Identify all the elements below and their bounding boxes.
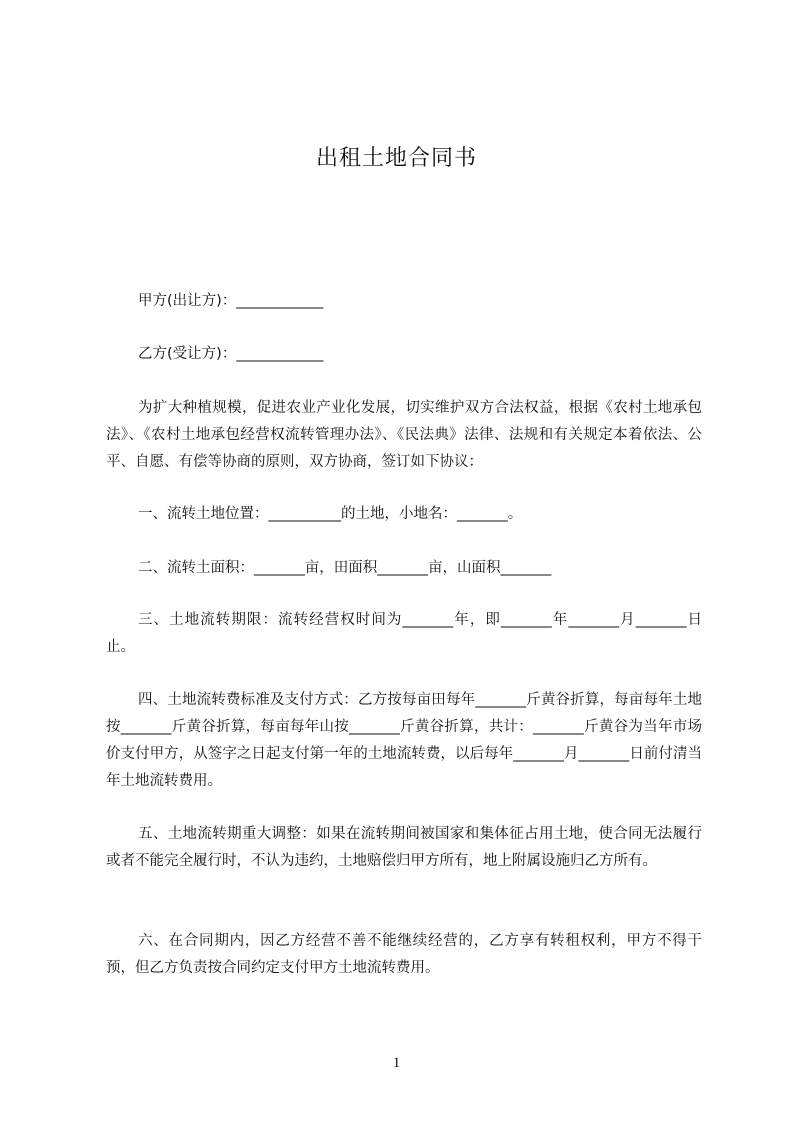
party-b-line: 乙方(受让方)：____________: [138, 346, 324, 362]
clause-3-term: 三、土地流转期限：流转经营权时间为_______年，即_______年_______月_______日止。: [106, 612, 702, 655]
clause-1-location: 一、流转土地位置：__________的土地，小地名：_______。: [138, 506, 523, 522]
preamble-paragraph: 为扩大种植规模，促进农业产业化发展，切实维护双方合法权益，根据《农村土地承包法》、《农村土地承包经营权流转管理办法》、《民法典》法律、法规和有关规定本着依法、公平、自愿、有偿等协商的原则，双方协商，签订如下协议：: [106, 400, 702, 470]
page-number: 1: [392, 1055, 401, 1071]
party-a-line: 甲方(出让方)：____________: [138, 293, 324, 309]
clause-5-adjustment: 五、土地流转期重大调整：如果在流转期间被国家和集体征占用土地，使合同无法履行或者不能完全履行时，不认为违约，土地赔偿归甲方所有，地上附属设施归乙方所有。: [106, 826, 702, 869]
clause-6-sublease: 六、在合同期内，因乙方经营不善不能继续经营的，乙方享有转租权利，甲方不得干预，但乙方负责按合同约定支付甲方土地流转费用。: [106, 933, 702, 976]
document-title: 出租土地合同书: [315, 146, 477, 171]
clause-4-fees: 四、土地流转费标准及支付方式：乙方按每亩田每年_______斤黄谷折算，每亩每年土地按_______斤黄谷折算，每亩每年山按_______斤黄谷折算，共计：_______斤黄谷为当年市场价支付甲方，从签字之日起支付第一年的土地流转费，以后每年_______月_______日前付清当年土地流转费用。: [106, 692, 702, 789]
clause-2-area: 二、流转土面积：_______亩，田面积_______亩，山面积_______: [138, 560, 552, 576]
